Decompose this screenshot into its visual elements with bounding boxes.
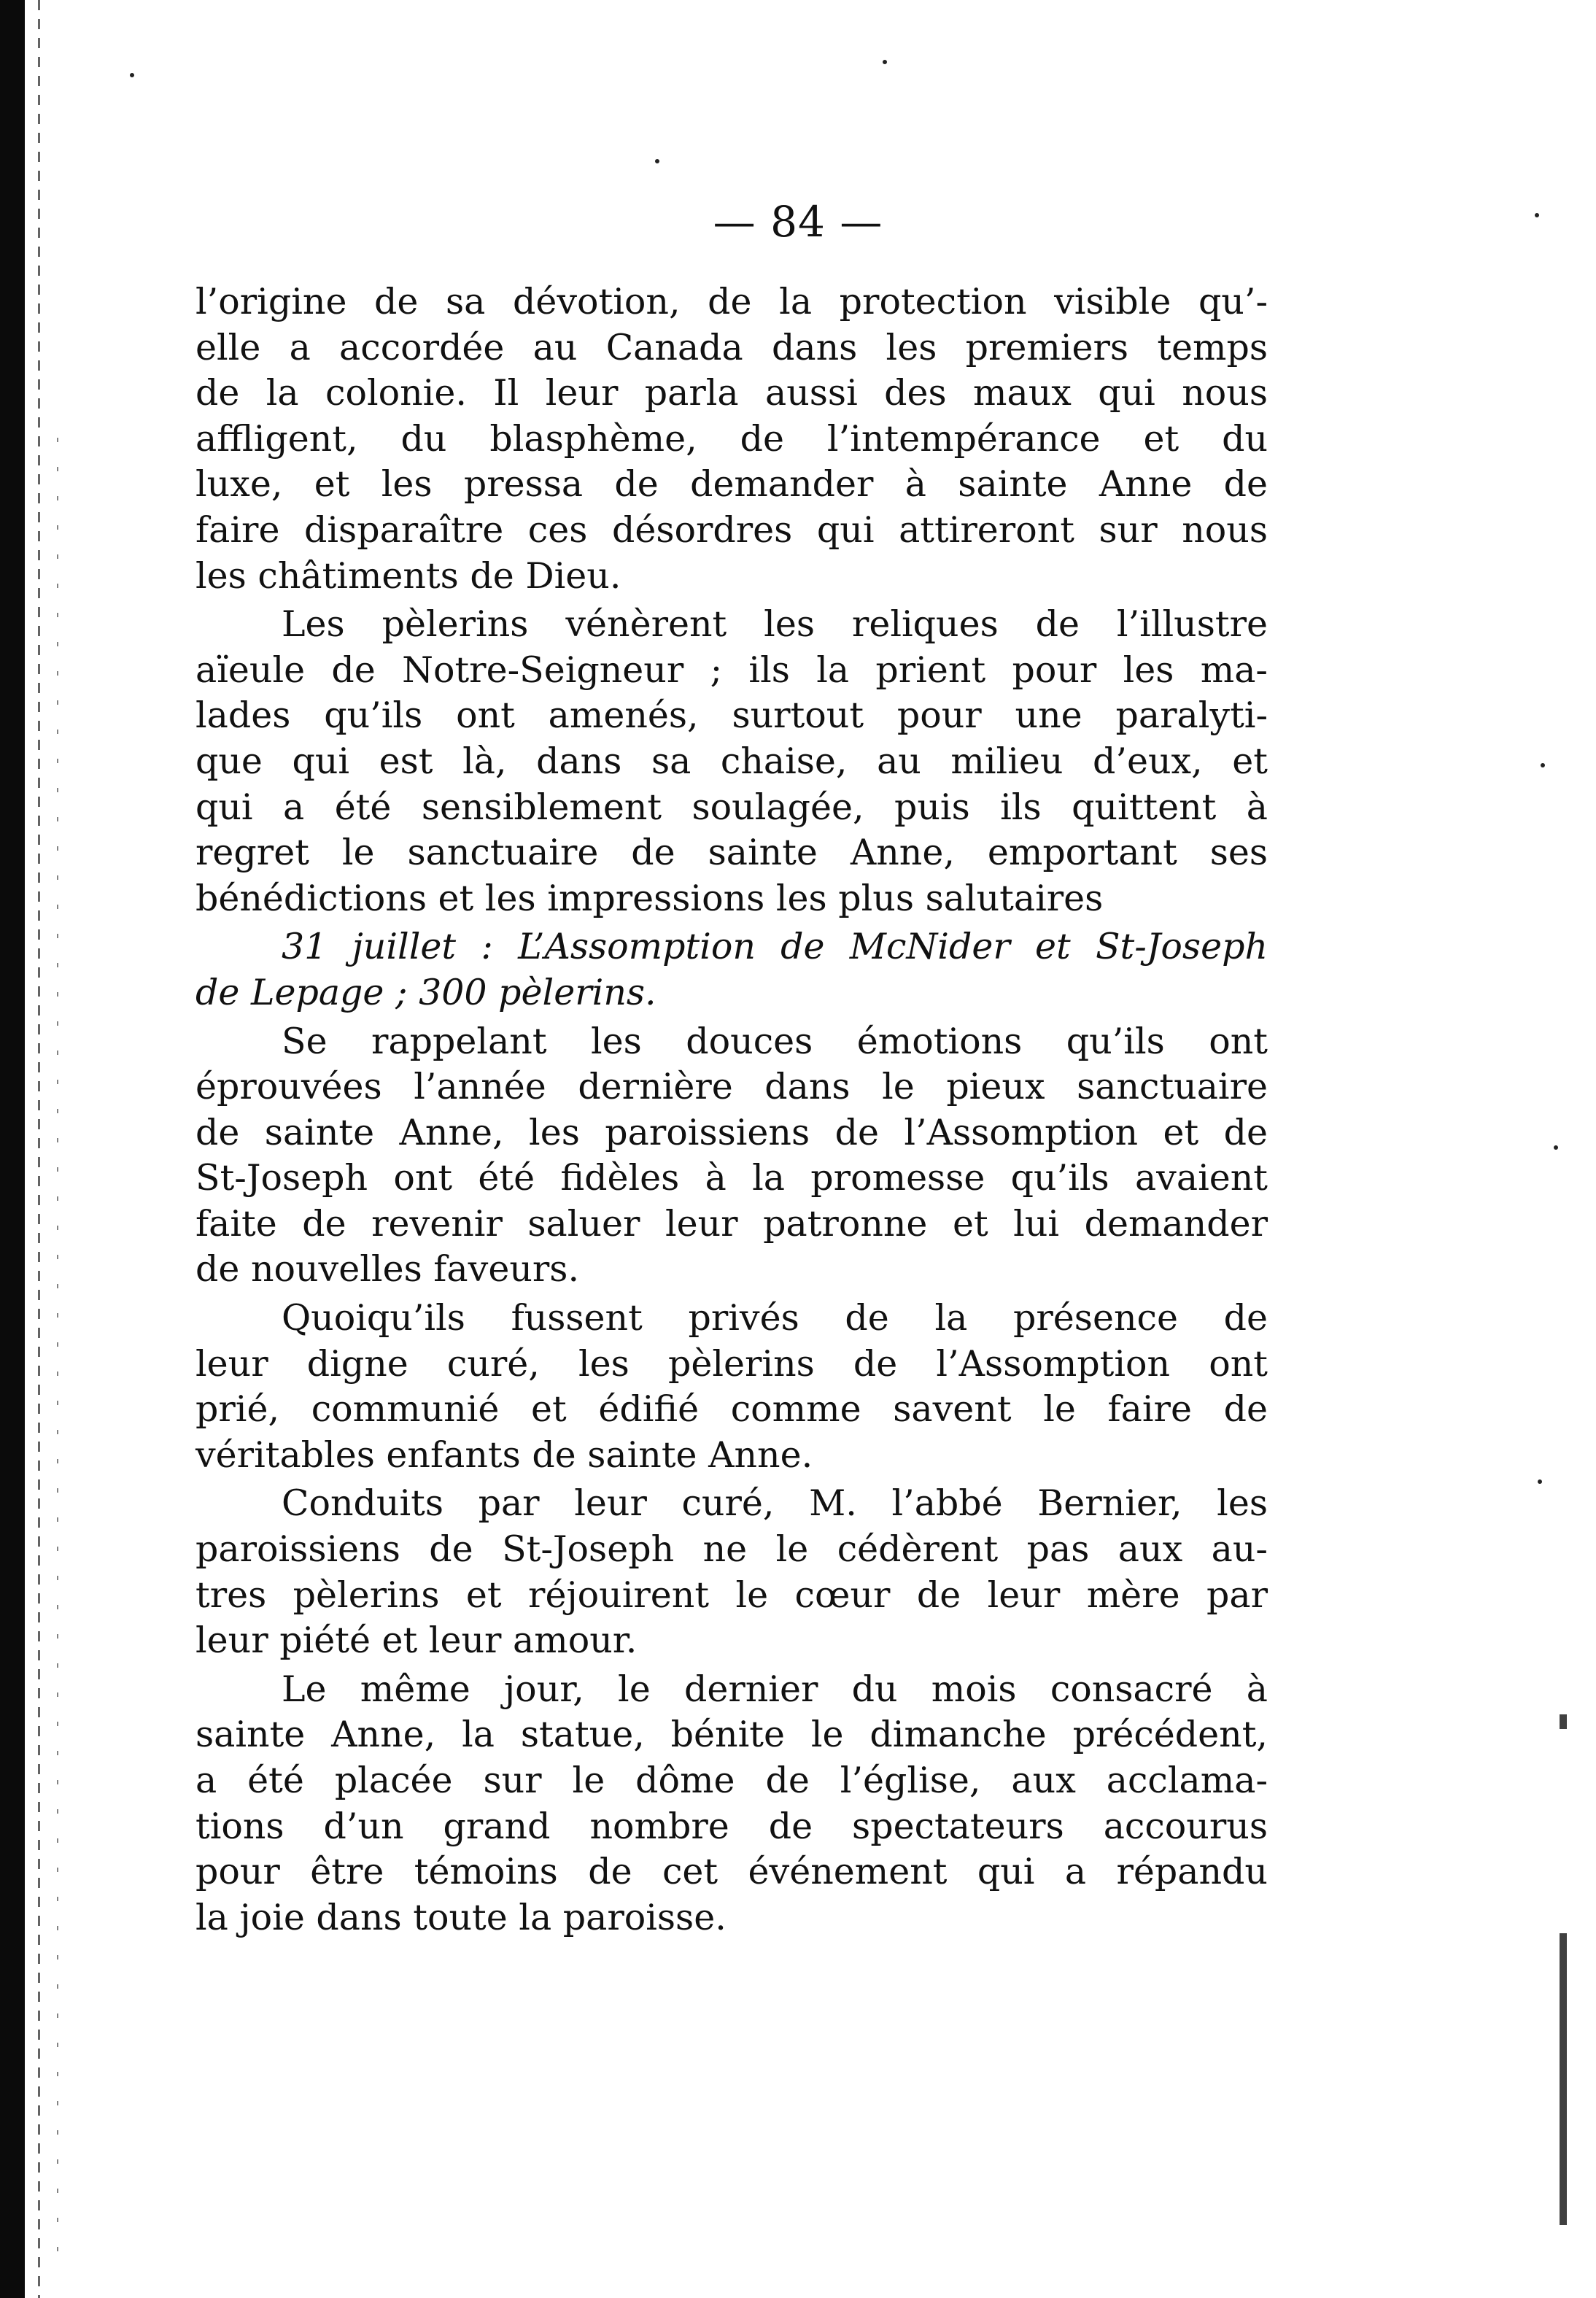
text-line: 31 juillet : L’Assomption de McNider et St-Joseph [282,926,1268,968]
text-line: Quoiqu’ils fussent privés de la présence de [282,1297,1268,1339]
text-line: luxe, et les pressa de demander à sainte Anne de [195,463,1268,506]
scan-speck [1554,1145,1558,1150]
text-line: Les pèlerins vénèrent les reliques de l’illustre [282,603,1268,646]
paragraph [195,1019,1268,1293]
text-line: Le même jour, le dernier du mois consacré à [282,1668,1268,1710]
paragraph [195,602,1268,921]
text-line: les châtiments de Dieu. [195,554,621,597]
text-line: de Lepage ; 300 pèlerins. [195,971,656,1013]
text-line: elle a accordée au Canada dans les premiers temps [195,326,1268,368]
paragraph [195,1481,1268,1663]
scan-binding-rule [57,438,58,2262]
scan-binding-rule [38,0,40,2298]
text-line: paroissiens de St-Joseph ne le cédèrent pas aux au- [195,1528,1268,1571]
text-line: de nouvelles faveurs. [195,1248,580,1291]
scan-edge-marks [1560,1496,1567,2225]
text-line: a été placée sur le dôme de l’église, aux acclama- [195,1760,1268,1801]
scan-speck [883,60,887,64]
text-line: de la colonie. Il leur parla aussi des maux qui nous [195,372,1268,414]
text-line: la joie dans toute la paroisse. [195,1896,727,1938]
scan-speck [655,159,659,163]
scan-binding-edge [0,0,25,2298]
text-line: Se rappelant les douces émotions qu’ils ont [282,1020,1268,1062]
text-line: tions d’un grand nombre de spectateurs accourus [195,1805,1268,1847]
text-line: pour être témoins de cet événement qui a répandu [195,1851,1268,1893]
text-line: regret le sanctuaire de sainte Anne, emportant ses [195,832,1268,874]
text-line: véritables enfants de sainte Anne. [195,1434,813,1476]
text-line: leur digne curé, les pèlerins de l’Assomption ont [195,1342,1268,1385]
text-line: affligent, du blasphème, de l’intempérance et du [195,417,1268,460]
scan-speck [1538,1479,1542,1484]
text-line: que qui est là, dans sa chaise, au milieu d’eux, et [195,740,1268,782]
page-number: — 84 — [713,197,883,247]
text-line: éprouvées l’année dernière dans le pieux sanctuaire [195,1066,1268,1108]
text-line: Conduits par leur curé, M. l’abbé Bernier, les [282,1482,1268,1525]
text-line: faire disparaître ces désordres qui attireront sur nous [195,508,1268,551]
section-heading [195,924,1268,1015]
paragraph [195,279,1268,599]
text-line: prié, communié et édifié comme savent le faire de [195,1388,1268,1431]
text-line: leur piété et leur amour. [195,1620,638,1662]
text-line: l’origine de sa dévotion, de la protection visible qu’- [195,281,1268,322]
body-text [195,279,1268,1941]
text-line: qui a été sensiblement soulagée, puis ils quittent à [195,786,1268,828]
paragraph [195,1296,1268,1478]
text-line: aïeule de Notre-Seigneur ; ils la prient pour les ma- [195,649,1268,691]
text-line: tres pèlerins et réjouirent le cœur de leur mère par [195,1574,1268,1616]
paragraph [195,1667,1268,1941]
text-line: faite de revenir saluer leur patronne et lui demander [195,1202,1268,1245]
text-line: de sainte Anne, les paroissiens de l’Assomption et de [195,1111,1268,1153]
scan-speck [130,73,134,77]
scan-speck [1541,763,1545,767]
text-line: bénédictions et les impressions les plus salutaires [195,877,1104,919]
text-line: St-Joseph ont été fidèles à la promesse qu’ils avaient [195,1157,1268,1199]
text-line: sainte Anne, la statue, bénite le dimanche précédent, [195,1714,1268,1756]
text-line: lades qu’ils ont amenés, surtout pour une paralyti- [195,695,1268,737]
